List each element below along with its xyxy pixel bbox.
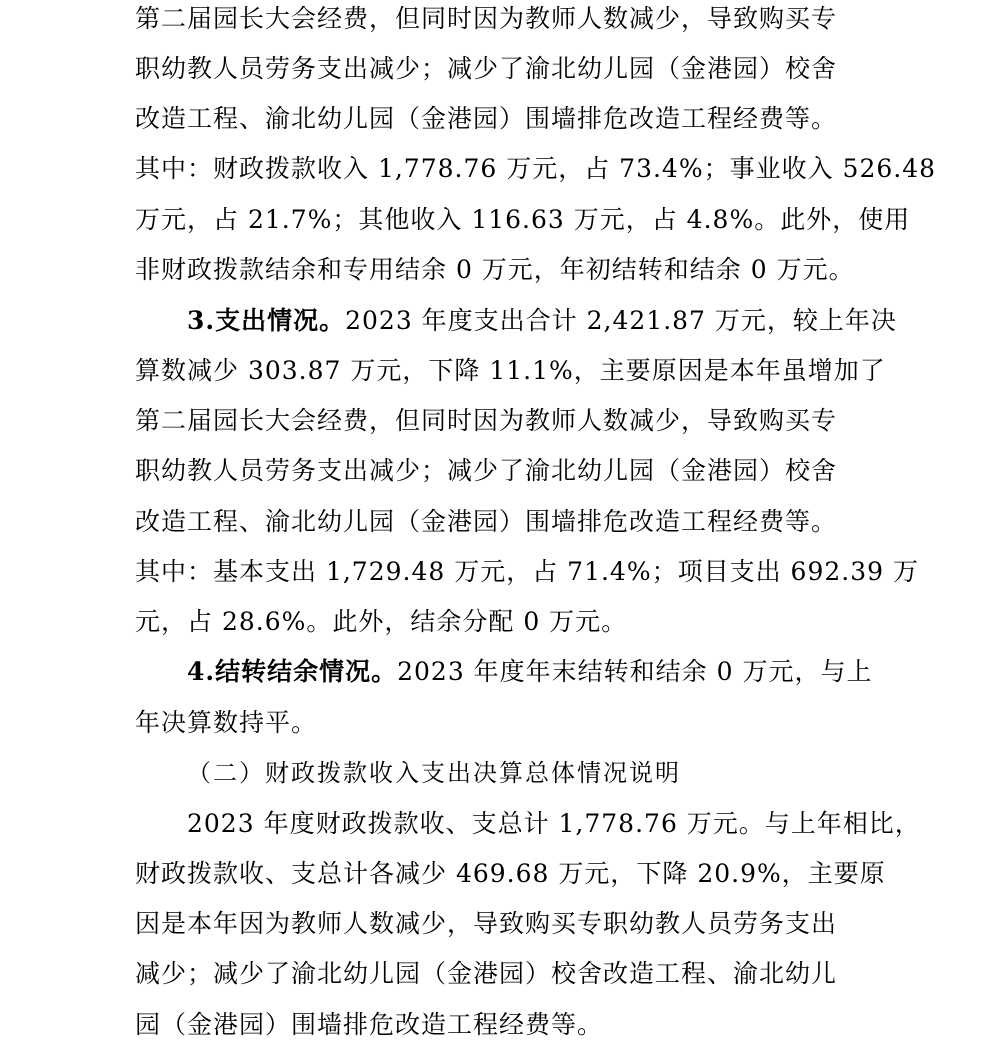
text-line: 第二届园长大会经费，但同时因为教师人数减少，导致购买专 bbox=[135, 4, 838, 33]
text-line: 财政拨款收、支总计各减少 469.68 万元，下降 20.9%，主要原 bbox=[135, 859, 886, 888]
section-4-heading: 4.结转结余情况。 bbox=[187, 657, 398, 686]
text-line: 万元，占 21.7%；其他收入 116.63 万元，占 4.8%。此外，使用 bbox=[135, 205, 911, 234]
text-line: 第二届园长大会经费，但同时因为教师人数减少，导致购买专 bbox=[135, 406, 838, 435]
section-3-first-line-text: 2023 年度支出合计 2,421.87 万元，较上年决 bbox=[345, 306, 897, 335]
section-4-first-line-text: 2023 年度年末结转和结余 0 万元，与上 bbox=[397, 657, 873, 686]
section-3-first-line bbox=[187, 306, 897, 336]
section-3-heading: 3.支出情况。 bbox=[187, 306, 346, 335]
section-4-first-line bbox=[187, 657, 872, 687]
text-line: 因是本年因为教师人数减少，导致购买专职幼教人员劳务支出 bbox=[135, 909, 838, 938]
text-line: 改造工程、渝北幼儿园（金港园）围墙排危改造工程经费等。 bbox=[135, 104, 838, 133]
text-line: 职幼教人员劳务支出减少；减少了渝北幼儿园（金港园）校舍 bbox=[135, 456, 838, 485]
text-line: 年决算数持平。 bbox=[135, 708, 318, 737]
text-line: 其中：基本支出 1,729.48 万元，占 71.4%；项目支出 692.39 万 bbox=[135, 557, 919, 586]
text-line: 算数减少 303.87 万元，下降 11.1%，主要原因是本年虽增加了 bbox=[135, 356, 886, 385]
text-line: 职幼教人员劳务支出减少；减少了渝北幼儿园（金港园）校舍 bbox=[135, 54, 838, 83]
text-line: 减少；减少了渝北幼儿园（金港园）校舍改造工程、渝北幼儿 bbox=[135, 959, 838, 988]
subsection-2-heading: （二）财政拨款收入支出决算总体情况说明 bbox=[187, 759, 681, 787]
text-line: 其中：财政拨款收入 1,778.76 万元，占 73.4%；事业收入 526.48 bbox=[135, 154, 937, 183]
text-line: 元，占 28.6%。此外，结余分配 0 万元。 bbox=[135, 607, 628, 636]
text-line: 非财政拨款结余和专用结余 0 万元，年初结转和结余 0 万元。 bbox=[135, 255, 855, 284]
text-line: 改造工程、渝北幼儿园（金港园）围墙排危改造工程经费等。 bbox=[135, 507, 838, 536]
text-line: 2023 年度财政拨款收、支总计 1,778.76 万元。与上年相比， bbox=[187, 809, 921, 838]
text-line: 园（金港园）围墙排危改造工程经费等。 bbox=[135, 1010, 604, 1039]
